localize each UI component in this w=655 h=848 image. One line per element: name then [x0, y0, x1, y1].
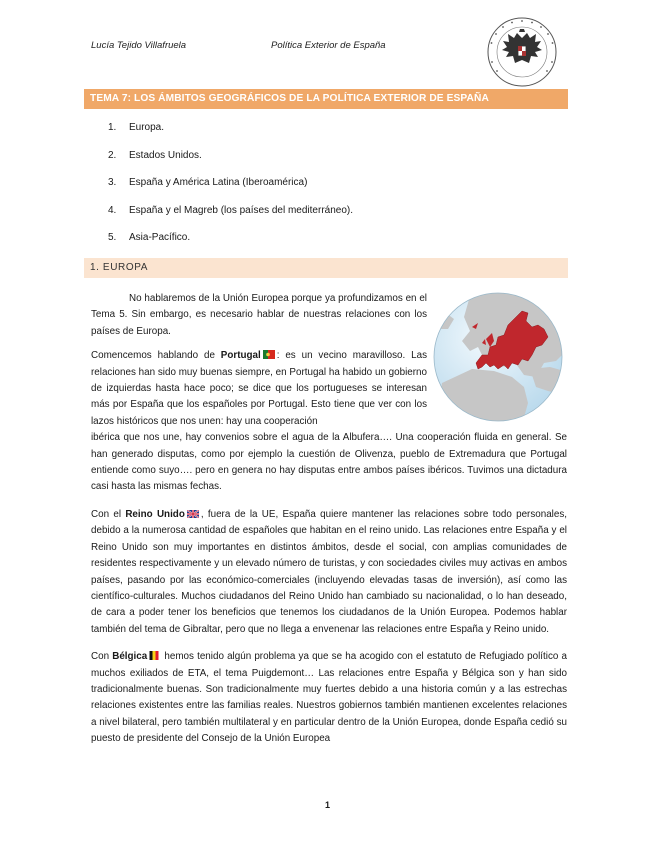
- paragraph-portugal: [91, 348, 427, 430]
- list-item-number: 2.: [108, 149, 117, 161]
- header-subject: Política Exterior de España: [271, 40, 386, 51]
- paragraph-text: Con el: [91, 508, 126, 520]
- page-number: 1: [324, 800, 330, 810]
- paragraph-text: Comencemos hablando de: [91, 350, 221, 362]
- university-seal-icon: [486, 16, 558, 88]
- country-name: Reino Unido: [125, 508, 185, 520]
- list-item-label: España y América Latina (Iberoamérica): [129, 177, 308, 188]
- paragraph-uk: [91, 507, 567, 638]
- list-item: [108, 176, 353, 204]
- list-item: [108, 231, 353, 259]
- chapter-title: TEMA 7: LOS ÁMBITOS GEOGRÁFICOS DE LA POLÍTICA EXTERIOR DE ESPAÑA: [84, 89, 568, 109]
- list-item-label: Estados Unidos.: [129, 149, 202, 161]
- topic-list: [108, 121, 353, 259]
- list-item-number: 1.: [108, 122, 117, 133]
- portugal-flag-icon: [263, 350, 275, 359]
- section-heading: 1. EUROPA: [84, 258, 568, 278]
- paragraph-text: : es un vecino maravilloso. Las relaciones han sido muy buenas siempre, en Portugal ha habido un gobierno de izquierdas hasta hace poco; se dice que los portugueses se interesan más por España que los españoles por Portugal. Esto tiene que ver con los lazos históricos que nos unen: hay una cooperación: [91, 350, 427, 427]
- uk-flag-icon: [187, 510, 199, 518]
- list-item-number: 5.: [108, 232, 117, 243]
- body-text: [91, 291, 567, 748]
- paragraph-text: , fuera de la UE, España quiere mantener las relaciones sobre todo personales, debido a la numerosa cantidad de españoles que habitan en el reino unido. Las relaciones entre España y el Reino Unido son muy importantes en distintos ámbitos, desde el social, con amplias comunidades de residentes respectivamente y un elevado número de turistas, y con sociedades civiles muy activas en ambos países, pasando por las económico-comerciales (incluyendo elevadas tasas de inversión), así como las científico-culturales. Muchos ciudadanos del Reino Unido han cambiado su nacionalidad, o lo han deseado, de cara a poder tener los beneficios que tenemos los ciudadanos de la Unión Europea. Podemos hablar también del tema de Gibraltar, pero que no llega a envenenar las relaciones entre España y Reino unido.: [91, 508, 567, 635]
- list-item-number: 4.: [108, 204, 117, 216]
- country-name: Bélgica: [112, 651, 148, 663]
- list-item-label: Europa.: [129, 122, 165, 133]
- paragraph-intro: No hablaremos de la Unión Europea porque ya profundizamos en el Tema 5. Sin embargo, es necesario hablar de nuestras relaciones con los países de Europa.: [91, 293, 427, 337]
- header-author: Lucía Tejido Villafruela: [91, 40, 187, 51]
- list-item-number: 3.: [108, 177, 117, 188]
- belgium-flag-icon: [149, 651, 159, 660]
- list-item-label: España y el Magreb (los países del mediterráneo).: [129, 204, 354, 216]
- paragraph-belgium: [91, 649, 567, 747]
- country-name: Portugal: [220, 350, 261, 362]
- paragraph-portugal-cont: ibérica que nos une, hay convenios sobre el agua de la Albufera…. Una cooperación fluida en general. Se han generado disputas, como por ejemplo la cuestión de Olivenza, pueblo de Extremadura que Portugal entiende como suyo…. pero en genera no hay disputas entre ambos países ibéricos. Tuvimos una dictadura casi hasta las mismas fechas.: [91, 432, 567, 493]
- paragraph-text: hemos tenido algún problema ya que se ha acogido con el estatuto de Refugiado político a muchos exiliados de ETA, el tema Puigdemont… Las relaciones entre España y Bélgica son y han sido tradicionalmente buenas. Son tradicionalmente muy fuertes debido a una historia común y a las estrechas relaciones existentes entre las familias reales. Nuestros gobiernos también mantienen excelentes relaciones a nivel bilateral, pero también multilateral y en particular dentro de la Unión Europea, donde España cedió su puesto de presidente del Consejo de la Unión Europea: [91, 651, 567, 745]
- paragraph-text: Con: [91, 651, 113, 663]
- list-item-label: Asia-Pacífico.: [129, 232, 191, 243]
- list-item: [108, 121, 353, 149]
- list-item: [108, 204, 353, 232]
- list-item: [108, 149, 353, 177]
